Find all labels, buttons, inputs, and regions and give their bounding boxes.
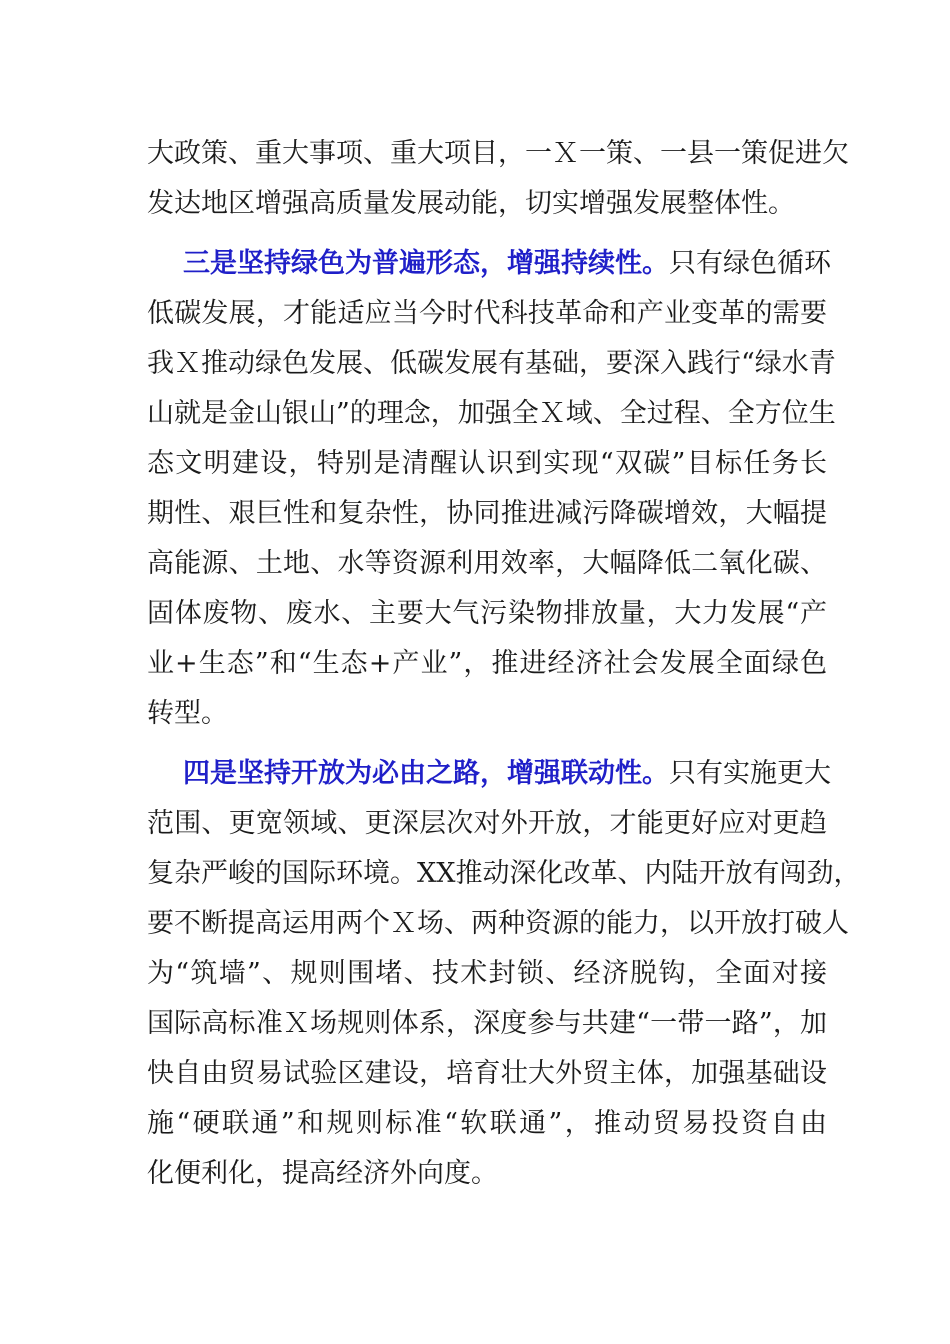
intro-line: 发达地区增强高质量发展动能，切实增强发展整体性。 <box>147 188 795 219</box>
section3-line: 期性、艰巨性和复杂性，协同推进减污降碳增效，大幅提 <box>147 498 827 529</box>
section4-line: 复杂严峻的国际环境。XX推动深化改革、内陆开放有闯劲， <box>147 858 861 889</box>
section3-line: 业+生态”和“生态+产业”，推进经济社会发展全面绿色 <box>147 648 827 679</box>
section4-line: 快自由贸易试验区建设，培育壮大外贸主体，加强基础设 <box>147 1058 827 1089</box>
section3-line: 态文明建设，特别是清醒认识到实现“双碳”目标任务长 <box>147 448 827 479</box>
intro-line: 大政策、重大事项、重大项目，一Ｘ一策、一县一策促进欠 <box>147 138 849 169</box>
section4-line: 施“硬联通”和规则标准“软联通”，推动贸易投资自由 <box>147 1108 827 1139</box>
section3-heading: 三是坚持绿色为普遍形态，增强持续性。 <box>183 248 669 279</box>
section4-first-line-text: 只有实施更大 <box>669 758 831 789</box>
section4-line: 化便利化，提高经济外向度。 <box>147 1158 498 1189</box>
section3-line: 我Ｘ推动绿色发展、低碳发展有基础，要深入践行“绿水青 <box>147 348 836 379</box>
section3-first-line-text: 只有绿色循环 <box>669 248 831 279</box>
section3-line: 山就是金山银山”的理念，加强全Ｘ域、全过程、全方位生 <box>147 398 836 429</box>
section3-line: 转型。 <box>147 698 228 729</box>
section3-line: 固体废物、废水、主要大气污染物排放量，大力发展“产 <box>147 598 827 629</box>
section4-first-line <box>183 756 831 792</box>
section4-line: 国际高标准Ｘ场规则体系，深度参与共建“一带一路”，加 <box>147 1008 827 1039</box>
section4-heading: 四是坚持开放为必由之路，增强联动性。 <box>183 758 669 789</box>
section3-first-line <box>183 246 831 282</box>
section4-line: 范围、更宽领域、更深层次对外开放，才能更好应对更趋 <box>147 808 827 839</box>
section4-line: 为“筑墙”、规则围堵、技术封锁、经济脱钩，全面对接 <box>147 958 827 989</box>
section3-line: 高能源、土地、水等资源利用效率，大幅降低二氧化碳、 <box>147 548 827 579</box>
section3-line: 低碳发展，才能适应当今时代科技革命和产业变革的需要 <box>147 298 827 329</box>
section4-line: 要不断提高运用两个Ｘ场、两种资源的能力，以开放打破人 <box>147 908 849 939</box>
